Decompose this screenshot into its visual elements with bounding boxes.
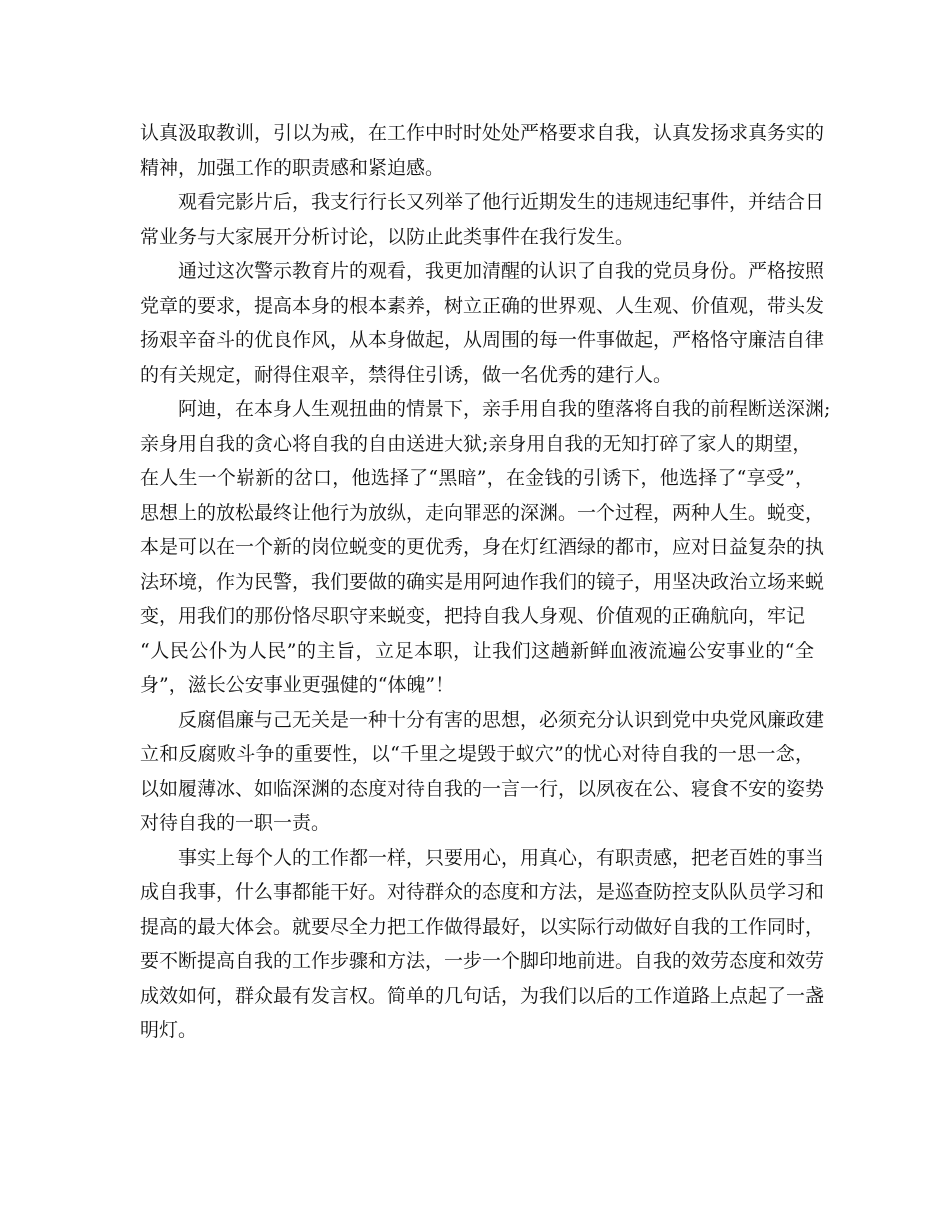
text-line: 常业务与大家展开分析讨论，以防止此类事件在我行发生。 [140,225,635,248]
text-line: 党章的要求，提高本身的根本素养，树立正确的世界观、人生观、价值观，带头发 [140,294,825,317]
text-line: 亲身用自我的贪心将自我的自由送进大狱;亲身用自我的无知打碎了家人的期望， [140,432,812,455]
paragraph-1 [140,116,825,185]
text-line: 反腐倡廉与己无关是一种十分有害的思想，必须充分认识到党中央党风廉政建 [178,708,825,731]
text-line: “人民公仆为人民”的主旨，立足本职，让我们这趟新鲜血液流遍公安事业的“全 [140,639,814,662]
text-line: 扬艰辛奋斗的优良作风，从本身做起，从周围的每一件事做起，严格恪守廉洁自律 [140,329,825,351]
text-line: 阿迪，在本身人生观扭曲的情景下，亲手用自我的堕落将自我的前程断送深渊; [178,398,831,420]
text-line: 在人生一个崭新的岔口，他选择了“黑暗”，在金钱的引诱下，他选择了“享受”， [140,467,814,489]
text-line: 立和反腐败斗争的重要性，以“千里之堤毁于蚁穴”的忧心对待自我的一思一念， [140,743,814,765]
text-line: 成自我事，什么事都能干好。对待群众的态度和方法，是巡查防控支队队员学习和 [140,881,825,903]
text-line: 的有关规定，耐得住艰辛，禁得住引诱，做一名优秀的建行人。 [140,363,673,386]
paragraph-6 [140,841,825,1048]
text-line: 认真汲取教训，引以为戒，在工作中时时处处严格要求自我，认真发扬求真务实的 [140,122,825,144]
paragraph-2 [140,185,825,254]
text-line: 事实上每个人的工作都一样，只要用心，用真心，有职责感，把老百姓的事当 [178,846,825,869]
text-line: 身”，滋长公安事业更强健的“体魄”！ [140,674,455,696]
paragraph-4 [140,392,831,703]
text-line: 以如履薄冰、如临深渊的态度对待自我的一言一行，以夙夜在公、寝食不安的姿势 [140,777,825,800]
paragraph-5 [140,703,825,841]
text-line: 对待自我的一职一责。 [140,812,331,834]
text-line: 本是可以在一个新的岗位蜕变的更优秀，身在灯红酒绿的都市，应对日益复杂的执 [140,536,825,558]
text-line: 变，用我们的那份恪尽职守来蜕变，把持自我人身观、价值观的正确航向，牢记 [140,605,806,627]
text-line: 成效如何，群众最有发言权。简单的几句话，为我们以后的工作道路上点起了一盏 [140,984,825,1007]
text-line: 法环境，作为民警，我们要做的确实是用阿迪作我们的镜子，用坚决政治立场来蜕 [140,570,825,593]
text-line: 提高的最大体会。就要尽全力把工作做得最好，以实际行动做好自我的工作同时， [140,915,825,938]
text-line: 要不断提高自我的工作步骤和方法，一步一个脚印地前进。自我的效劳态度和效劳 [140,950,825,972]
text-line: 观看完影片后，我支行行长又列举了他行近期发生的违规违纪事件，并结合日 [178,191,825,213]
text-line: 明灯。 [140,1019,198,1041]
text-line: 通过这次警示教育片的观看，我更加清醒的认识了自我的党员身份。严格按照 [178,260,825,282]
text-line: 思想上的放松最终让他行为放纵，走向罪恶的深渊。一个过程，两种人生。蜕变， [140,501,825,524]
document-body [140,116,831,1048]
text-line: 精神，加强工作的职责感和紧迫感。 [140,156,445,179]
paragraph-3 [140,254,825,392]
